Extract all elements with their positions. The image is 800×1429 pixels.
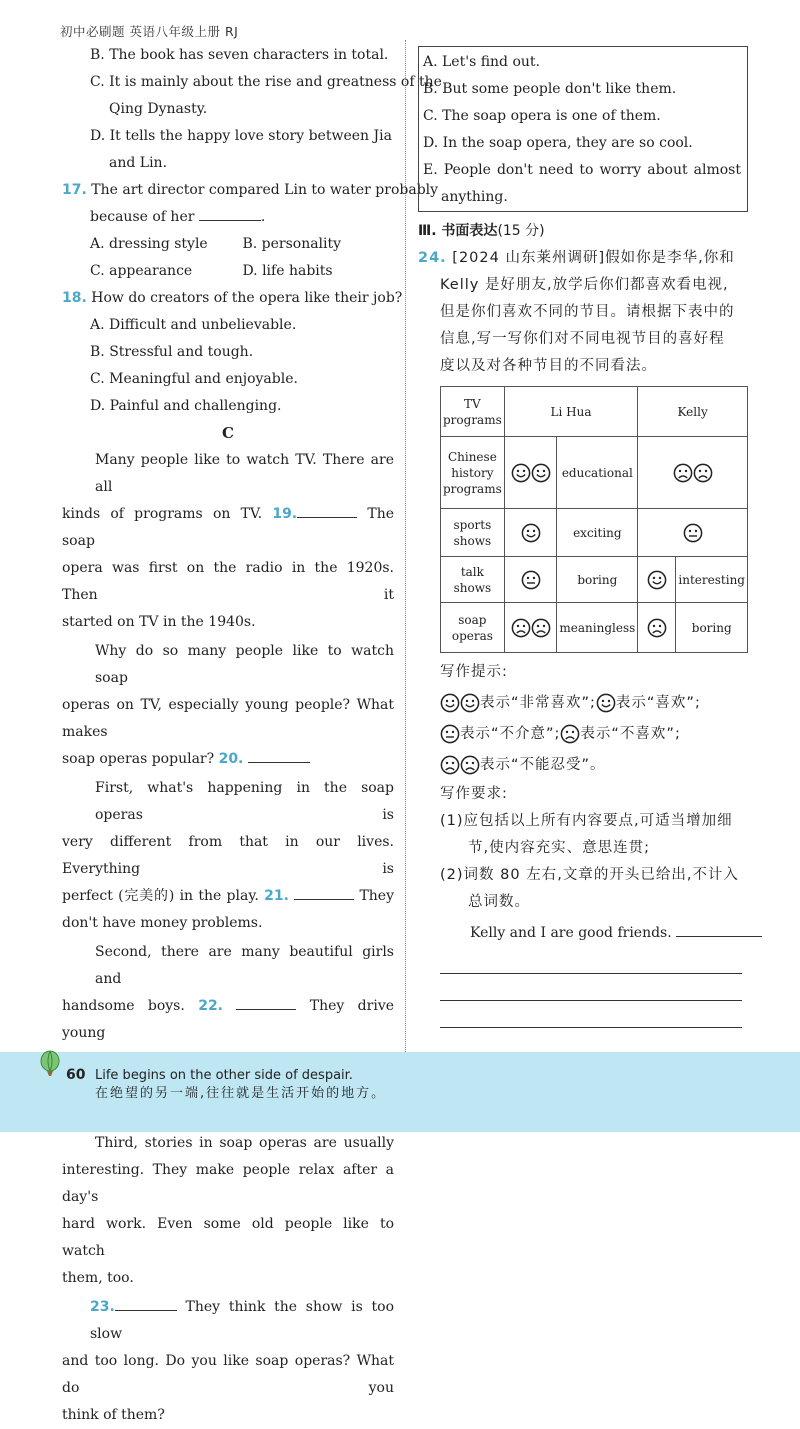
sad-face-icon bbox=[511, 618, 531, 638]
header-lihua: Li Hua bbox=[504, 387, 638, 437]
q16-option-d-cont: and Lin. bbox=[109, 155, 168, 171]
blank-19[interactable] bbox=[297, 501, 357, 518]
smile-face-icon bbox=[460, 693, 480, 713]
left-column: B. The book has seven characters in total. C. It is mainly about the rise and greatness of the Qing Dynasty. D. It tells the happy love story between Jia and Lin. 17. The art director compared Lin to water probably because of her . A. dressing style B. personality C. appearance D. life habits 18. How do creators of the opera like their job? A. Difficult and unbelievable. B. Stressful and tough. C. Meaningful and enjoyable. D. Painful and challenging. C Many people like to watch TV. There are all kinds of programs on TV. 19. The soap opera was first on the radio in the 1920s. Then it started on TV in the 1940s. Why do so many people like to watch soap operas on TV, especially young people? What makes soap operas popular? 20. First, what's happening in the soap operas is very different from that in our lives. Everything is perfect (完美的) in the play. 21. They don't have money problems. Second, there are many beautiful girls and handsome boys. 22. They drive young Third, stories in soap operas are usually interesting. They make people relax after a day's hard work. Even some old people like to watch them, too. 23. They think the show is too slow and too long. Do you like soap operas? What do you think of them? bbox=[62, 42, 394, 1429]
neutral-face-icon bbox=[521, 570, 541, 590]
q17-option-d: D. life habits bbox=[242, 263, 333, 279]
neutral-face-icon bbox=[440, 724, 460, 744]
blank-22[interactable] bbox=[236, 993, 296, 1010]
sad-face-icon bbox=[693, 463, 713, 483]
option-a: A. Let's find out. bbox=[423, 54, 540, 70]
sad-face-icon bbox=[560, 724, 580, 744]
q16-option-d: D. It tells the happy love story between Jia bbox=[90, 128, 392, 144]
sad-face-icon bbox=[531, 618, 551, 638]
q17-option-a: A. dressing style bbox=[90, 236, 208, 252]
sad-face-icon bbox=[673, 463, 693, 483]
option-e-cont: anything. bbox=[441, 189, 508, 205]
writing-hints: 写作提示: 表示“非常喜欢”; 表示“喜欢”; 表示“不介意”; 表示“不喜欢”; 表示“不能忍受”。 bbox=[440, 664, 701, 773]
q18-option-a: A. Difficult and unbelievable. bbox=[90, 317, 297, 333]
essay-opening: Kelly and I are good friends. bbox=[470, 920, 748, 947]
q16-option-c: C. It is mainly about the rise and greatness of the bbox=[90, 74, 442, 90]
essay-first-line[interactable] bbox=[676, 920, 762, 937]
essay-line[interactable] bbox=[440, 974, 742, 1001]
q17-question: 17. The art director compared Lin to water probably bbox=[62, 182, 439, 198]
right-column bbox=[418, 46, 748, 1028]
essay-line[interactable] bbox=[440, 1001, 742, 1028]
passage: Many people like to watch TV. There are all kinds of programs on TV. 19. The soap opera was first on the radio in the 1920s. Then it started on TV in the 1940s. Why do so many people like to watch soap operas on TV, especially young people? What makes soap operas popular? 20. First, what's happening in the soap operas is very different from that in our lives. Everything is perfect (完美的) in the play. 21. They don't have money problems. Second, there are many beautiful girls and handsome boys. 22. They drive young Third, stories in soap operas are usually interesting. They make people relax after a day's hard work. Even some old people like to watch them, too. 23. They think the show is too slow and too long. Do you like soap operas? What do you think of them? bbox=[62, 452, 395, 1423]
q18-option-c: C. Meaningful and enjoyable. bbox=[90, 371, 298, 387]
essay-line[interactable] bbox=[440, 947, 742, 974]
smile-face-icon bbox=[647, 570, 667, 590]
smile-face-icon bbox=[531, 463, 551, 483]
tv-preference-table: TV programs Li Hua Kelly Chinese history programs educational sports shows exciting talk shows boring interesting soap operas meaningless boring bbox=[440, 386, 748, 653]
option-c: C. The soap opera is one of them. bbox=[423, 108, 661, 124]
sad-face-icon bbox=[460, 755, 480, 775]
q17-number: 17. bbox=[62, 182, 87, 198]
smile-face-icon bbox=[440, 693, 460, 713]
sad-face-icon bbox=[440, 755, 460, 775]
motto-chinese: 在绝望的另一端,往往就是生活开始的地方。 bbox=[95, 1086, 387, 1101]
page-header: 初中必刷题 英语八年级上册 RJ bbox=[60, 24, 239, 39]
blank-21[interactable] bbox=[294, 883, 354, 900]
q17-answer-blank[interactable] bbox=[199, 204, 261, 221]
q18-question: 18. How do creators of the opera like their job? bbox=[62, 290, 403, 306]
balloon-icon bbox=[38, 1050, 62, 1080]
smile-face-icon bbox=[521, 523, 541, 543]
q24-prompt: 24. [2024 山东莱州调研]假如你是李华,你和 Kelly 是好朋友,放学后你们都喜欢看电视, 但是你们喜欢不同的节目。请根据下表中的 信息,写一写你们对不同电视节目的喜好程 度以及对各种节目的不同看法。 bbox=[418, 250, 735, 374]
page-number: 60 bbox=[66, 1067, 86, 1083]
section-c-title: C bbox=[222, 424, 234, 442]
q16-option-b: B. The book has seven characters in total. bbox=[90, 47, 389, 63]
smile-face-icon bbox=[511, 463, 531, 483]
section-3-title: Ⅲ. 书面表达(15 分) bbox=[418, 223, 545, 239]
writing-requirements: 写作要求: (1)应包括以上所有内容要点,可适当增加细 节,使内容充实、意思连贯; (2)词数 80 左右,文章的开头已给出,不计入 总词数。 bbox=[440, 786, 739, 910]
sad-face-icon bbox=[647, 618, 667, 638]
blank-20[interactable] bbox=[248, 746, 310, 763]
option-e: E. People don't need to worry about almost bbox=[423, 162, 741, 178]
option-d: D. In the soap opera, they are so cool. bbox=[423, 135, 693, 151]
smile-face-icon bbox=[596, 693, 616, 713]
header-kelly: Kelly bbox=[638, 387, 748, 437]
option-b: B. But some people don't like them. bbox=[423, 81, 677, 97]
q17-option-c: C. appearance bbox=[90, 263, 193, 279]
q18-number: 18. bbox=[62, 290, 87, 306]
answer-options-box bbox=[418, 46, 748, 212]
motto-english: Life begins on the other side of despair. bbox=[95, 1068, 353, 1083]
q17-option-b: B. personality bbox=[242, 236, 342, 252]
neutral-face-icon bbox=[683, 523, 703, 543]
q16-option-c-cont: Qing Dynasty. bbox=[109, 101, 208, 117]
q18-option-d: D. Painful and challenging. bbox=[90, 398, 282, 414]
q18-option-b: B. Stressful and tough. bbox=[90, 344, 254, 360]
blank-23[interactable] bbox=[115, 1294, 177, 1311]
